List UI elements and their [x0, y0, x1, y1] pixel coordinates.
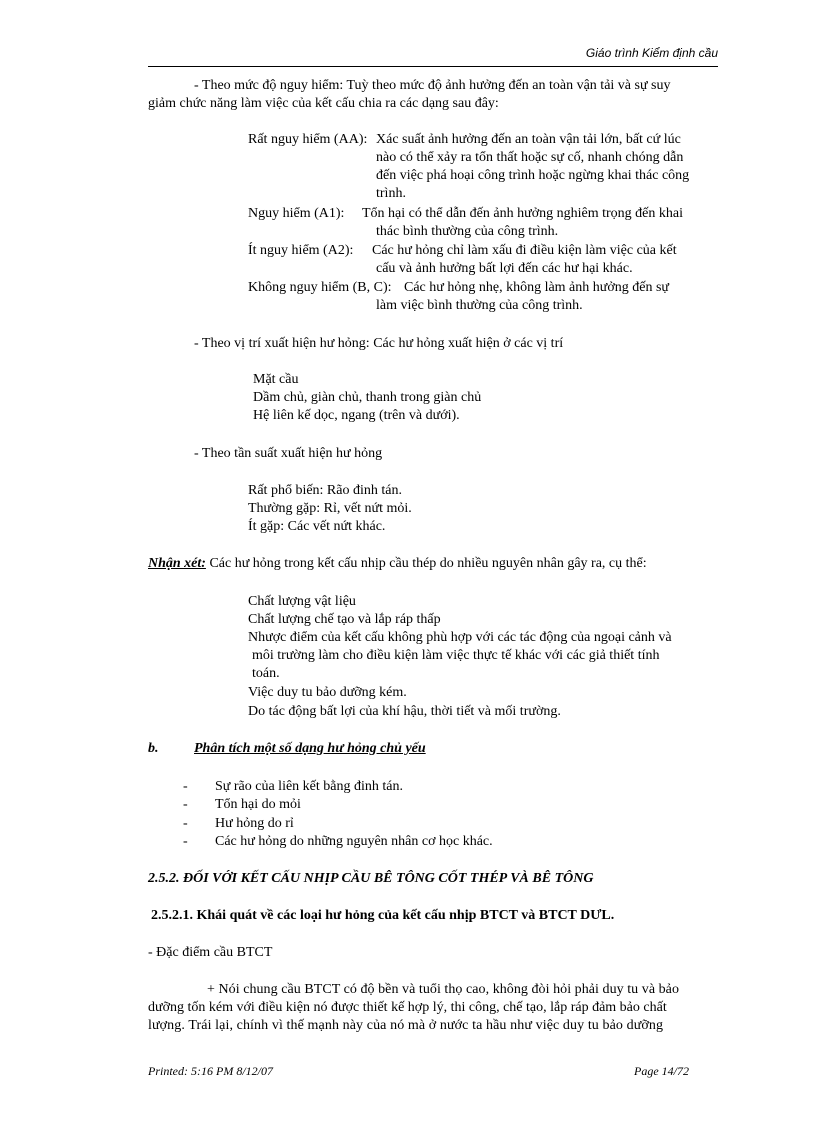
- remark-label: Nhận xét:: [148, 556, 206, 571]
- remark-paragraph: [148, 555, 647, 573]
- location-item-1: Mặt cầu: [253, 372, 299, 387]
- remark-item-5: Do tác động bất lợi của khí hậu, thời tiết và mối trường.: [248, 704, 561, 719]
- btct-line-2: dưỡng tốn kém với điều kiện nó được thiết kế hợp lý, thi công, chế tạo, lắp ráp đảm bảo chất: [148, 1000, 667, 1015]
- footer-page-number: Page 14/72: [634, 1064, 689, 1078]
- frequency-heading: - Theo tần suất xuất hiện hư hỏng: [194, 446, 383, 461]
- danger-aa-line-2: nào có thể xảy ra tổn thất hoặc sự cố, nhanh chóng dẫn: [376, 150, 684, 165]
- section-b-item-text: Các hư hỏng do những nguyên nhân cơ học khác.: [215, 834, 493, 849]
- page-header-title: Giáo trình Kiểm định cầu: [585, 46, 718, 60]
- dash-bullet: -: [183, 816, 188, 831]
- remark-long-line-2: môi trường làm cho điều kiện làm việc thực tế khác với các giả thiết tính: [252, 648, 660, 663]
- section-b-title: Phân tích một số dạng hư hỏng chủ yếu: [194, 741, 426, 756]
- danger-aa-line-4: trình.: [376, 186, 406, 201]
- intro-line-2: giảm chức năng làm việc của kết cấu chia ra các dạng sau đây:: [148, 96, 499, 111]
- frequency-item-2: Thường gặp: Rỉ, vết nứt mỏi.: [248, 501, 412, 516]
- danger-bc-lead: Không nguy hiểm (B, C):: [248, 280, 392, 295]
- intro-line-1: - Theo mức độ nguy hiểm: Tuỳ theo mức độ ảnh hưởng đến an toàn vận tải và sự suy: [194, 78, 671, 93]
- remark-long-line-1: Nhược điểm của kết cấu không phù hợp với các tác động của ngoại cảnh và: [248, 630, 672, 645]
- remark-item-4: Việc duy tu bảo dưỡng kém.: [248, 685, 407, 700]
- danger-aa-line-1: Xác suất ảnh hưởng đến an toàn vận tải lớn, bất cứ lúc: [376, 132, 681, 147]
- dash-bullet: -: [183, 797, 188, 812]
- danger-a2-line-1: Các hư hỏng chỉ làm xấu đi điều kiện làm việc của kết: [372, 243, 677, 258]
- frequency-item-3: Ít gặp: Các vết nứt khác.: [248, 519, 386, 534]
- danger-a2-lead: Ít nguy hiểm (A2):: [248, 243, 354, 258]
- section-b-item-text: Sự rão của liên kết bằng đinh tán.: [215, 779, 403, 794]
- danger-bc-line-2: làm việc bình thường của công trình.: [376, 298, 583, 313]
- btct-line-1: + Nói chung cầu BTCT có độ bền và tuổi thọ cao, không đòi hỏi phải duy tu và bảo: [207, 982, 680, 997]
- section-b-item-text: Tổn hại do mỏi: [215, 797, 301, 812]
- dash-bullet: -: [183, 779, 188, 794]
- location-heading: - Theo vị trí xuất hiện hư hỏng: Các hư hỏng xuất hiện ở các vị trí: [194, 336, 564, 351]
- header-divider: [148, 66, 718, 67]
- section-252-title: 2.5.2. ĐỐI VỚI KẾT CẤU NHỊP CẦU BÊ TÔNG CỐT THÉP VÀ BÊ TÔNG: [148, 871, 594, 886]
- btct-line-3: lượng. Trái lại, chính vì thế mạnh này của nó mà ở nước ta hầu như việc duy tu bảo dưỡng: [148, 1018, 664, 1033]
- remark-text: Các hư hỏng trong kết cấu nhịp cầu thép do nhiều nguyên nhân gây ra, cụ thể:: [205, 556, 647, 571]
- section-2521-title: 2.5.2.1. Khái quát về các loại hư hỏng của kết cấu nhịp BTCT và BTCT DƯL.: [151, 908, 615, 923]
- danger-a1-lead: Nguy hiểm (A1):: [248, 206, 345, 221]
- danger-bc-line-1: Các hư hỏng nhẹ, không làm ảnh hưởng đến sự: [404, 280, 670, 295]
- danger-aa-lead: Rất nguy hiểm (AA):: [248, 132, 368, 147]
- section-b-letter: b.: [148, 741, 159, 756]
- btct-heading: - Đặc điểm cầu BTCT: [148, 945, 273, 960]
- remark-item-2: Chất lượng chế tạo và lắp ráp thấp: [248, 612, 441, 627]
- danger-a2-line-2: cấu và ảnh hưởng bất lợi đến các hư hại khác.: [376, 261, 633, 276]
- footer-printed: Printed: 5:16 PM 8/12/07: [148, 1064, 273, 1078]
- section-b-item-text: Hư hỏng do rỉ: [215, 816, 294, 831]
- frequency-item-1: Rất phổ biến: Rão đinh tán.: [248, 483, 402, 498]
- location-item-3: Hệ liên kế dọc, ngang (trên và dưới).: [253, 408, 460, 423]
- dash-bullet: -: [183, 834, 188, 849]
- danger-a1-line-2: thác bình thường của công trình.: [376, 224, 559, 239]
- danger-aa-line-3: đến việc phá hoại công trình hoặc ngừng khai thác công: [376, 168, 690, 183]
- location-item-2: Dầm chủ, giàn chủ, thanh trong giàn chủ: [253, 390, 482, 405]
- remark-long-line-3: toán.: [252, 666, 280, 681]
- danger-a1-line-1: Tổn hại có thể dẫn đến ảnh hưởng nghiêm trọng đến khai: [362, 206, 683, 221]
- remark-item-1: Chất lượng vật liệu: [248, 594, 356, 609]
